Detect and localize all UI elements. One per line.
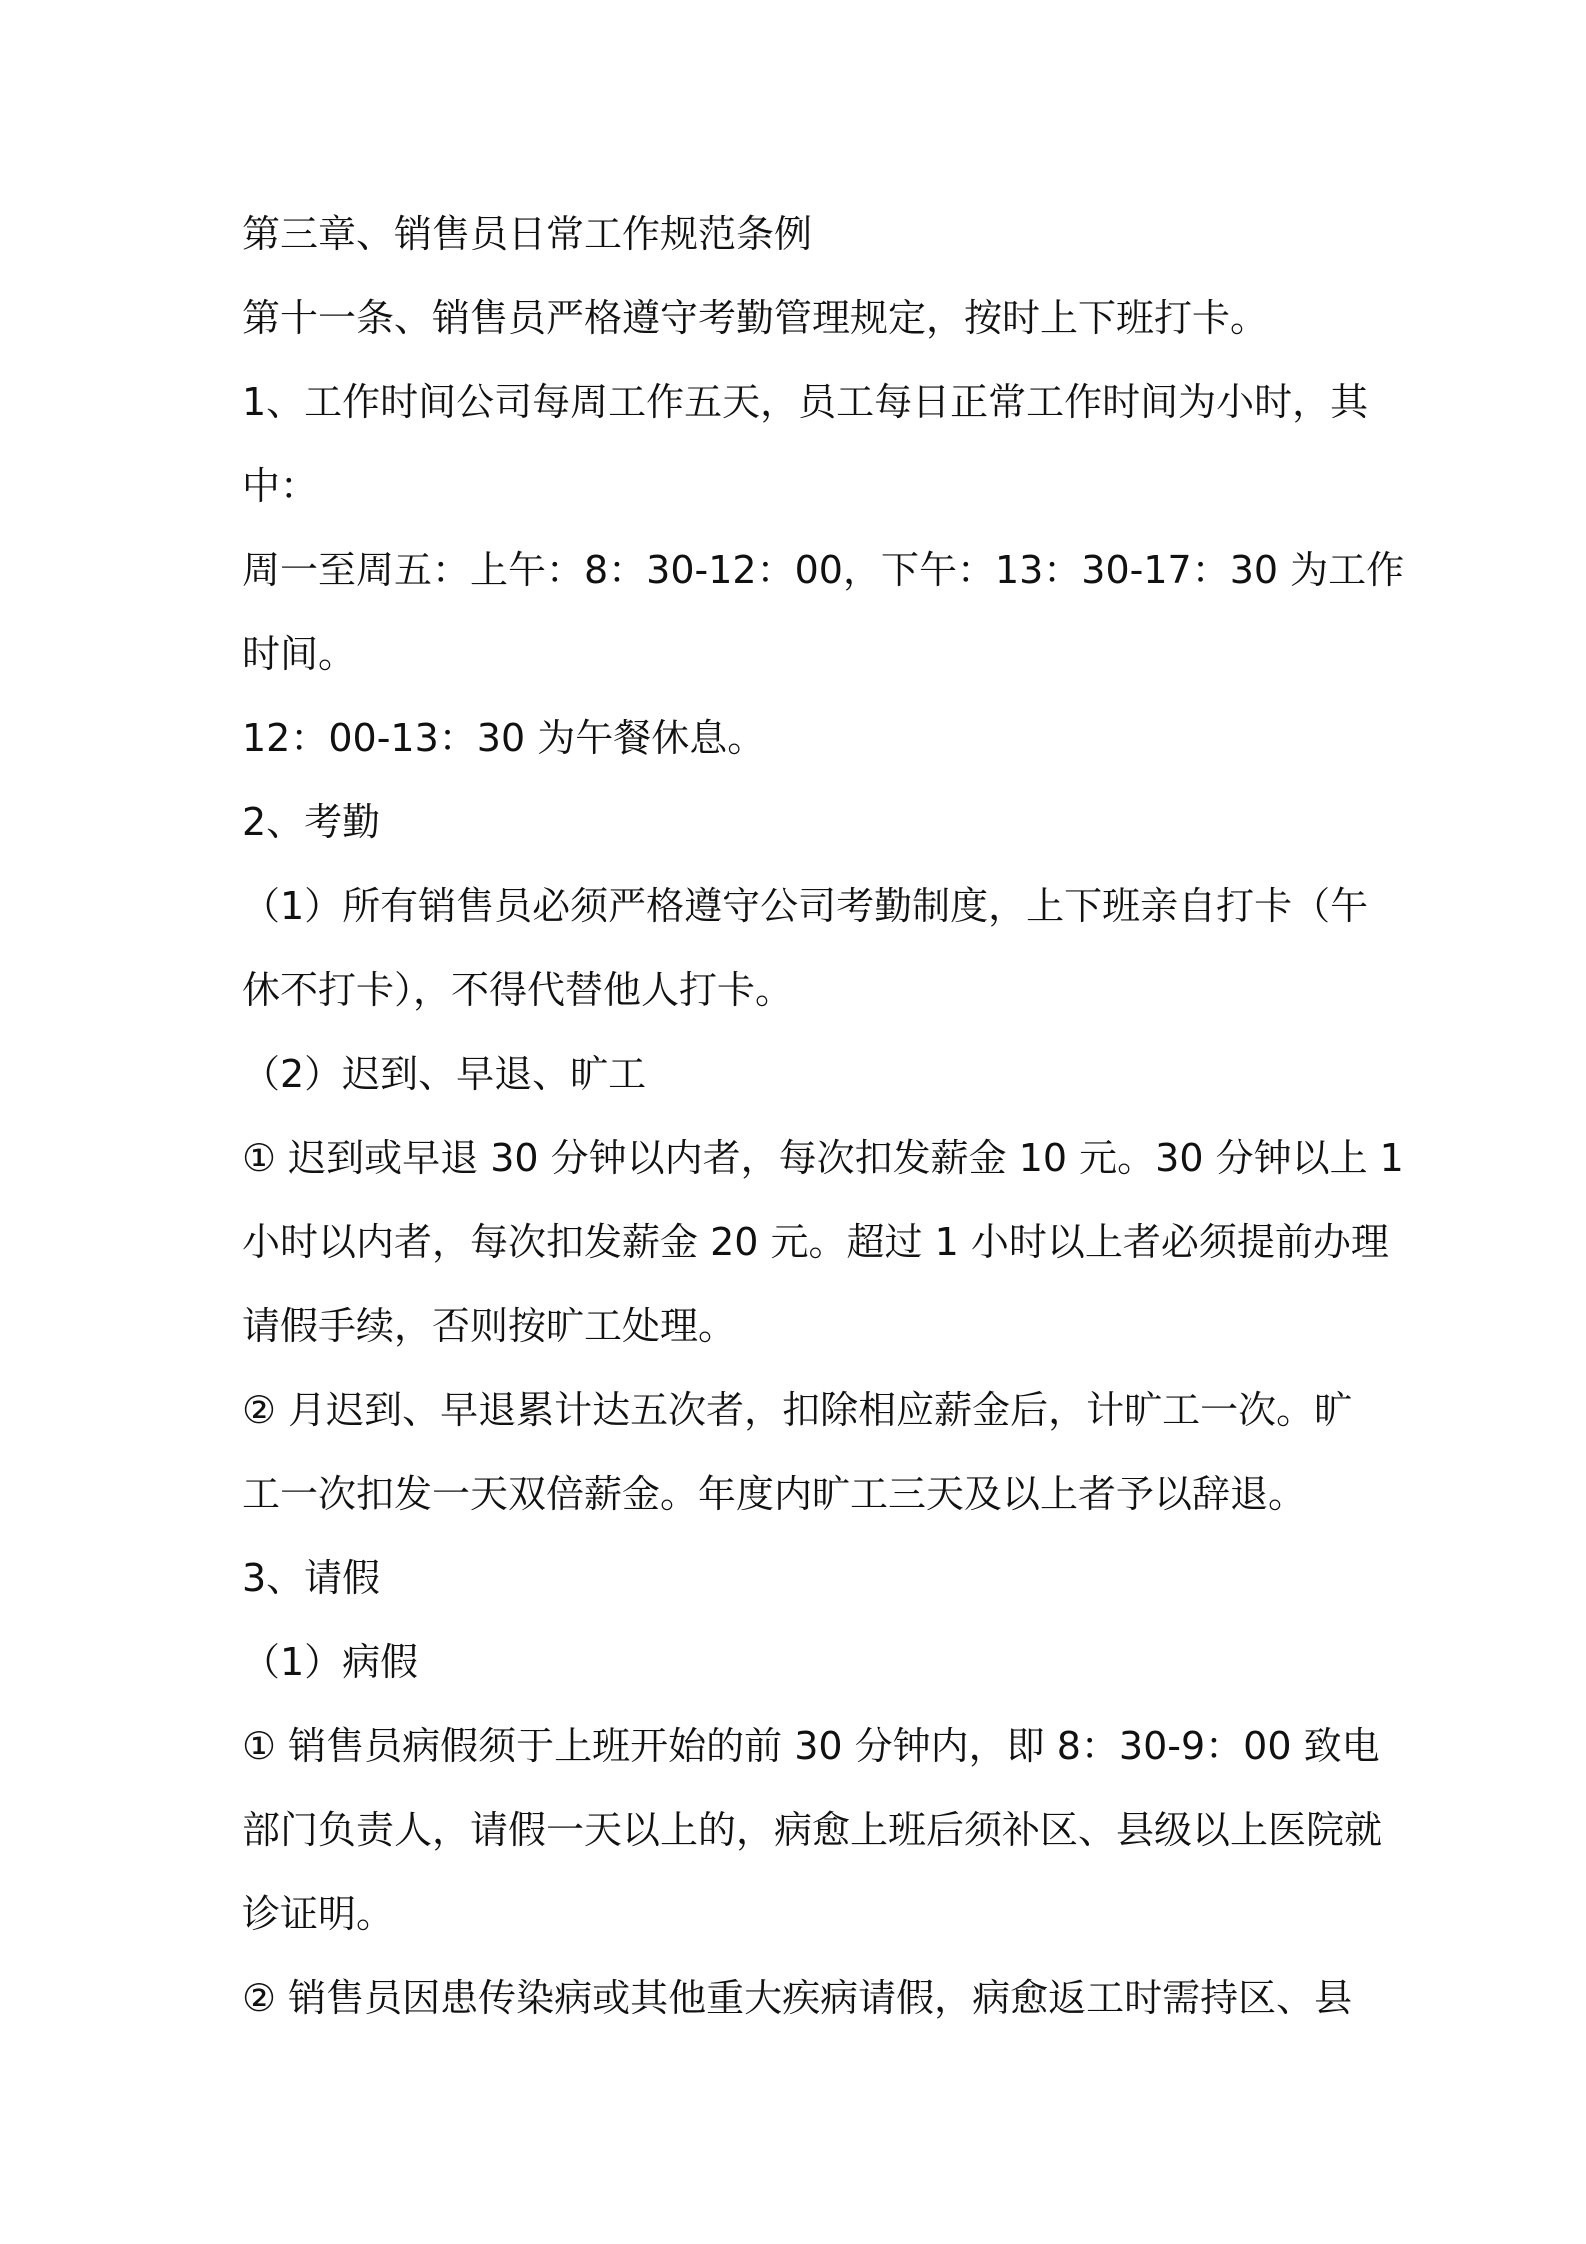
paragraph-line: 请假手续，否则按旷工处理。 bbox=[242, 1304, 737, 1348]
paragraph-line: 小时以内者，每次扣发薪金 20 元。超过 1 小时以上者必须提前办理 bbox=[242, 1220, 1389, 1264]
paragraph-line: ② 月迟到、早退累计达五次者，扣除相应薪金后，计旷工一次。旷 bbox=[242, 1388, 1353, 1432]
section-heading: 2、考勤 bbox=[242, 800, 381, 844]
subsection-heading: （2）迟到、早退、旷工 bbox=[242, 1052, 647, 1096]
document-body bbox=[242, 192, 1405, 2040]
chapter-heading: 第三章、销售员日常工作规范条例 bbox=[242, 212, 813, 256]
paragraph-line: ① 迟到或早退 30 分钟以内者，每次扣发薪金 10 元。30 分钟以上 1 bbox=[242, 1136, 1404, 1180]
paragraph-line: （1）所有销售员必须严格遵守公司考勤制度，上下班亲自打卡（午 bbox=[242, 884, 1369, 928]
subsection-heading: （1）病假 bbox=[242, 1640, 419, 1684]
paragraph-line: ① 销售员病假须于上班开始的前 30 分钟内，即 8：30-9：00 致电 bbox=[242, 1724, 1380, 1768]
paragraph-line: 中： bbox=[242, 464, 319, 508]
paragraph-line: 12：00-13：30 为午餐休息。 bbox=[242, 716, 766, 760]
paragraph-line: 诊证明。 bbox=[242, 1892, 395, 1936]
article-heading: 第十一条、销售员严格遵守考勤管理规定，按时上下班打卡。 bbox=[242, 296, 1269, 340]
paragraph-line: 工一次扣发一天双倍薪金。年度内旷工三天及以上者予以辞退。 bbox=[242, 1472, 1307, 1516]
paragraph-line: 1、工作时间公司每周工作五天，员工每日正常工作时间为小时，其 bbox=[242, 380, 1369, 424]
paragraph-line: 部门负责人，请假一天以上的，病愈上班后须补区、县级以上医院就 bbox=[242, 1808, 1383, 1852]
paragraph-line: ② 销售员因患传染病或其他重大疾病请假，病愈返工时需持区、县 bbox=[242, 1976, 1353, 2020]
paragraph-line: 时间。 bbox=[242, 632, 357, 676]
paragraph-line: 休不打卡），不得代替他人打卡。 bbox=[242, 968, 794, 1012]
section-heading: 3、请假 bbox=[242, 1556, 381, 1600]
paragraph-line: 周一至周五：上午：8：30-12：00，下午：13：30-17：30 为工作 bbox=[242, 548, 1405, 592]
